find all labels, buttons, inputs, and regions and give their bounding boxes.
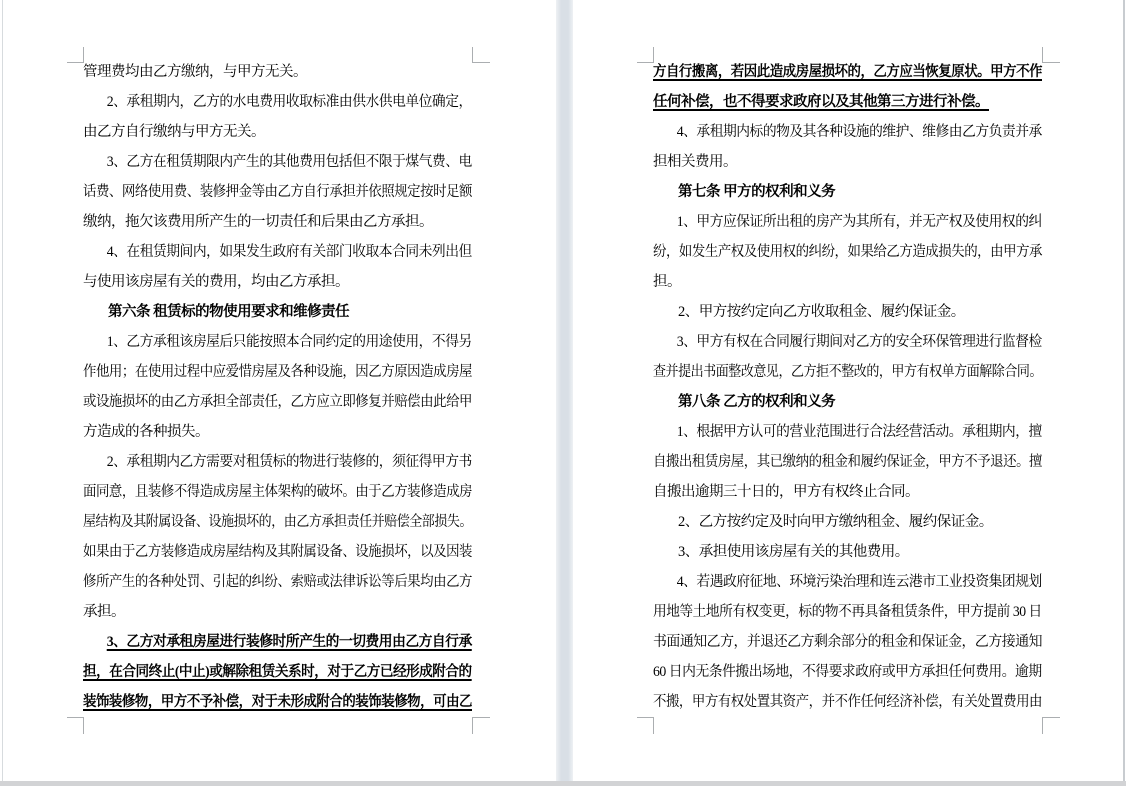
text-line[interactable]: 1、根据甲方认可的营业范围进行合法经营活动。承租期内，擅	[676, 424, 1042, 440]
page-left[interactable]	[3, 0, 556, 781]
text-line[interactable]: 自搬出租赁房屋，其已缴纳的租金和履约保证金，甲方不予退还。擅	[653, 454, 1042, 470]
margin-mark-bottom-left	[67, 717, 84, 734]
margin-mark-top-left	[67, 47, 84, 63]
text-line[interactable]: 4、若遇政府征地、环境污染治理和连云港市工业投资集团规划	[676, 574, 1042, 590]
text-line[interactable]: 面同意，且装修不得造成房屋主体架构的破坏。由于乙方装修造成房	[83, 484, 472, 500]
margin-mark-bottom-right	[472, 717, 490, 734]
text-line[interactable]: 2、乙方按约定及时向甲方缴纳租金、履约保证金。	[678, 514, 993, 530]
text-line[interactable]: 1、甲方应保证所出租的房产为其所有，并无产权及使用权的纠	[676, 214, 1042, 230]
text-line[interactable]: 2、承租期内，乙方的水电费用收取标准由供水供电单位确定，	[106, 94, 472, 110]
text-block	[83, 57, 472, 717]
left-window-border	[2, 0, 3, 781]
text-line[interactable]: 3、甲方有权在合同履行期间对乙方的安全环保管理进行监督检	[676, 334, 1042, 350]
text-line[interactable]: 第八条 乙方的权利和义务	[678, 394, 836, 410]
text-line[interactable]: 作他用；在使用过程中应爱惜房屋及各种设施，因乙方原因造成房屋	[83, 364, 472, 380]
text-line[interactable]: 装饰装修物，甲方不予补偿，对于未形成附合的装饰装修物，可由乙	[83, 694, 472, 710]
right-window-border	[1123, 0, 1125, 781]
text-line[interactable]: 4、在租赁期间内，如果发生政府有关部门收取本合同未列出但	[106, 244, 472, 260]
text-line[interactable]: 管理费均由乙方缴纳，与甲方无关。	[83, 64, 307, 80]
margin-mark-bottom-right	[1042, 717, 1060, 734]
text-line[interactable]: 方自行搬离，若因此造成房屋损坏的，乙方应当恢复原状。甲方不作	[653, 64, 1042, 80]
text-line[interactable]: 不搬，甲方有权处置其资产，并不作任何经济补偿，有关处置费用由	[653, 694, 1042, 710]
text-line[interactable]: 修所产生的各种处罚、引起的纠纷、索赔或法律诉讼等后果均由乙方	[83, 574, 472, 590]
text-line[interactable]: 查并提出书面整改意见，乙方拒不整改的，甲方有权单方面解除合同。	[653, 364, 1042, 380]
canvas-bottom-strip	[0, 781, 1126, 786]
text-line[interactable]: 如果由于乙方装修造成房屋结构及其附属设备、设施损坏，以及因装	[83, 544, 472, 560]
text-line[interactable]: 话费、网络使用费、装修押金等由乙方自行承担并依照规定按时足额	[83, 184, 472, 200]
margin-mark-top-left	[637, 47, 654, 63]
text-line[interactable]: 第六条 租赁标的物使用要求和维修责任	[108, 304, 350, 320]
margin-mark-top-right	[1042, 47, 1060, 63]
text-line[interactable]: 担。	[653, 274, 681, 290]
text-line[interactable]: 纷，如发生产权及使用权的纠纷，如果给乙方造成损失的，由甲方承	[653, 244, 1042, 260]
text-line[interactable]: 4、承租期内标的物及其各种设施的维护、维修由乙方负责并承	[676, 124, 1042, 140]
text-line[interactable]: 方造成的各种损失。	[83, 424, 209, 440]
page-right[interactable]	[573, 0, 1123, 781]
text-line[interactable]: 2、承租期内乙方需要对租赁标的物进行装修的，须征得甲方书	[106, 454, 472, 470]
text-line[interactable]: 承担。	[83, 604, 125, 620]
text-line[interactable]: 与使用该房屋有关的费用，均由乙方承担。	[83, 274, 349, 290]
text-line[interactable]: 担，在合同终止(中止)或解除租赁关系时，对于乙方已经形成附合的	[83, 664, 472, 680]
text-line[interactable]: 或设施损坏的由乙方承担全部责任，乙方应立即修复并赔偿由此给甲	[83, 394, 472, 410]
text-line[interactable]: 书面通知乙方，并退还乙方剩余部分的租金和保证金，乙方接通知	[653, 634, 1042, 650]
margin-mark-top-right	[472, 47, 490, 63]
text-line[interactable]: 3、乙方在租赁期限内产生的其他费用包括但不限于煤气费、电	[106, 154, 472, 170]
text-line[interactable]: 第七条 甲方的权利和义务	[678, 184, 836, 200]
text-line[interactable]: 自搬出逾期三十日的，甲方有权终止合同。	[653, 484, 919, 500]
page-gap	[556, 0, 573, 781]
text-line[interactable]: 用地等土地所有权变更，标的物不再具备租赁条件，甲方提前 30 日	[653, 604, 1042, 620]
margin-mark-bottom-left	[637, 717, 654, 734]
text-line[interactable]: 任何补偿，也不得要求政府以及其他第三方进行补偿。	[653, 94, 989, 110]
text-line[interactable]: 2、甲方按约定向乙方收取租金、履约保证金。	[678, 304, 965, 320]
text-line[interactable]: 3、乙方对承租房屋进行装修时所产生的一切费用由乙方自行承	[106, 634, 472, 650]
text-line[interactable]: 缴纳，拖欠该费用所产生的一切责任和后果由乙方承担。	[83, 214, 433, 230]
text-line[interactable]: 1、乙方承租该房屋后只能按照本合同约定的用途使用，不得另	[106, 334, 472, 350]
text-line[interactable]: 3、承担使用该房屋有关的其他费用。	[678, 544, 909, 560]
text-line[interactable]: 担相关费用。	[653, 154, 737, 170]
text-line[interactable]: 由乙方自行缴纳与甲方无关。	[83, 124, 265, 140]
text-line[interactable]: 屋结构及其附属设备、设施损坏的，由乙方承担责任并赔偿全部损失。	[83, 514, 472, 530]
text-line[interactable]: 60 日内无条件搬出场地，不得要求政府或甲方承担任何费用。逾期	[653, 664, 1042, 680]
text-block	[653, 57, 1042, 717]
